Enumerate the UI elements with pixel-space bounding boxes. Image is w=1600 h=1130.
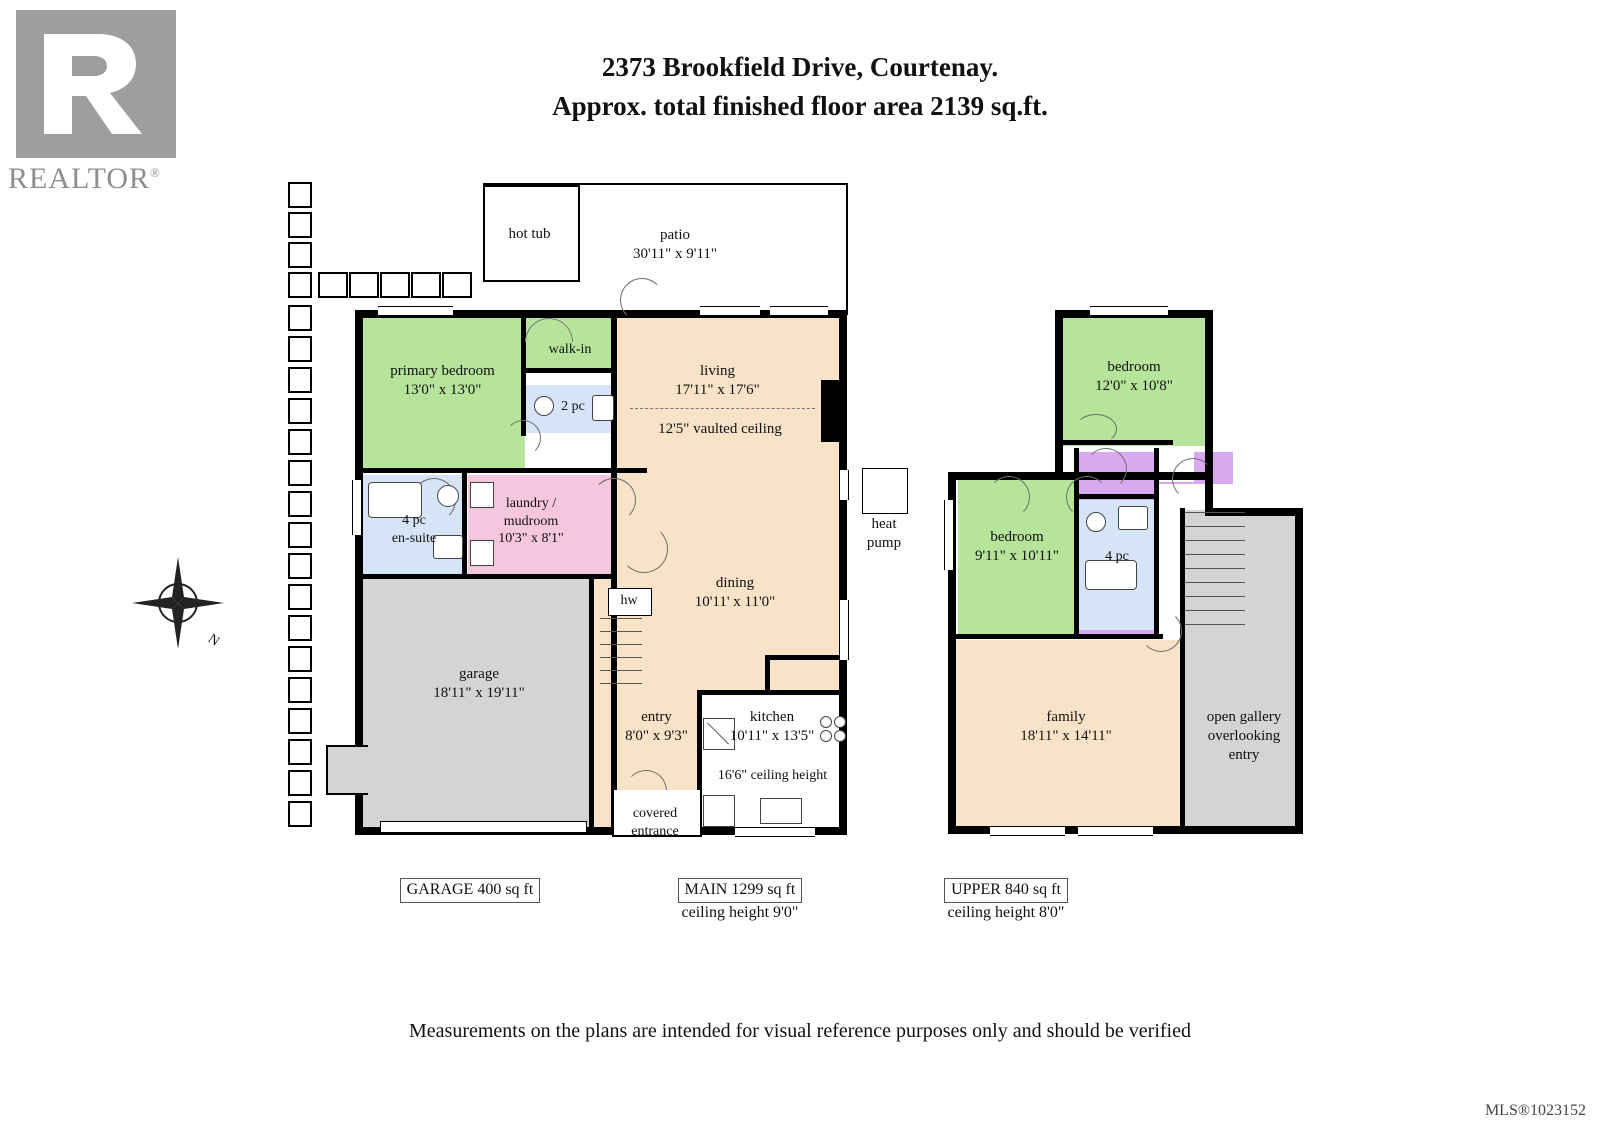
- wall-interior: [462, 472, 467, 578]
- toilet-fixture: [1086, 512, 1106, 532]
- compass-north-label: N: [204, 631, 222, 650]
- kitchen-label: kitchen 10'11" x 13'5": [729, 709, 815, 744]
- window: [735, 827, 815, 837]
- living-label: living 17'11" x 17'6": [675, 363, 760, 398]
- door-arc: [1066, 476, 1108, 518]
- title-line-2: Approx. total finished floor area 2139 sq.ft.: [552, 91, 1048, 122]
- wall-interior: [1055, 440, 1173, 445]
- window: [378, 306, 453, 316]
- wall-interior: [589, 574, 594, 832]
- laundry-label: laundry / mudroom 10'3" x 8'1": [498, 496, 564, 546]
- window: [1078, 826, 1153, 836]
- wall-interior: [765, 655, 770, 693]
- closet-door: [1075, 414, 1117, 444]
- fireplace-column: [821, 380, 841, 442]
- disclaimer-text: Measurements on the plans are intended for visual reference purposes only and should be verified: [409, 1020, 1191, 1042]
- vault-line: [630, 408, 815, 409]
- open-gallery-label: open gallery overlooking entry: [1206, 709, 1282, 763]
- door-arc: [1140, 610, 1182, 652]
- window: [990, 826, 1065, 836]
- stairs-upper: [1185, 512, 1245, 640]
- entry-label: entry 8'0" x 9'3": [625, 709, 688, 744]
- two-pc-label: 2 pc: [561, 399, 585, 414]
- realtor-wordmark: REALTOR®: [8, 162, 161, 195]
- ensuite-label: 4 pc en-suite: [391, 513, 437, 546]
- window: [770, 306, 828, 316]
- wall-interior: [355, 468, 647, 473]
- mls-number: MLS®1023152: [1484, 1102, 1586, 1119]
- patio-label: patio 30'11" x 9'11": [632, 227, 718, 262]
- wall-interior: [355, 574, 617, 579]
- hw-label: hw: [620, 593, 638, 608]
- window: [700, 306, 760, 316]
- primary-bedroom-label: primary bedroom 13'0" x 13'0": [390, 363, 495, 398]
- door-arc: [620, 278, 664, 322]
- family-label: family 18'11" x 14'11": [1020, 709, 1112, 744]
- kitchen-ceiling-note: 16'6" ceiling height: [717, 768, 828, 783]
- garage-area-caption: GARAGE 400 sq ft: [330, 878, 610, 903]
- stairs-main: [600, 618, 642, 696]
- sink-fixture: [1118, 506, 1148, 530]
- garage-fill: [360, 578, 593, 830]
- main-floor-plan: [0, 0, 900, 900]
- wall-gap: [525, 371, 615, 385]
- garage-door: [380, 821, 587, 833]
- upper-area-caption: UPPER 840 sq ft ceiling height 8'0": [866, 878, 1146, 924]
- covered-entrance-label: covered entrance: [631, 806, 679, 839]
- window: [944, 500, 954, 570]
- compass-rose: [130, 555, 240, 665]
- living-ceiling-note: 12'5" vaulted ceiling: [658, 421, 782, 437]
- garage-label: garage 18'11" x 19'11": [433, 666, 525, 701]
- window: [1090, 306, 1168, 316]
- bedroom-side-label: bedroom 9'11" x 10'11": [974, 529, 1060, 564]
- window: [839, 600, 849, 660]
- title-line-1: 2373 Brookfield Drive, Courtenay.: [601, 52, 999, 82]
- main-area-caption: MAIN 1299 sq ft ceiling height 9'0": [600, 878, 880, 924]
- door-arc: [592, 478, 636, 522]
- sink-fixture: [760, 798, 802, 824]
- dining-label: dining 10'11' x 11'0": [694, 575, 776, 610]
- door-arc: [988, 476, 1030, 518]
- wall-interior: [765, 655, 847, 660]
- door-arc: [505, 420, 541, 456]
- door-arc: [1172, 458, 1214, 500]
- window: [839, 470, 849, 500]
- wall-east: [1295, 508, 1303, 834]
- garage-side-door: [326, 745, 368, 795]
- door-arc: [620, 525, 668, 573]
- upper-floor-plan: [900, 0, 1330, 900]
- toilet-fixture: [437, 485, 459, 507]
- wall-interior: [697, 690, 847, 695]
- window: [352, 480, 362, 535]
- walk-in-label: walk-in: [548, 342, 592, 357]
- upper-bath-label: 4 pc: [1105, 549, 1129, 564]
- hot-tub-label: hot tub: [508, 226, 551, 242]
- wall-interior: [948, 634, 1163, 639]
- bedroom-front-label: bedroom 12'0" x 10'8": [1095, 359, 1173, 394]
- heat-pump-label: heat pump: [866, 516, 902, 551]
- wall-interior: [611, 310, 617, 470]
- wall-interior: [525, 368, 615, 373]
